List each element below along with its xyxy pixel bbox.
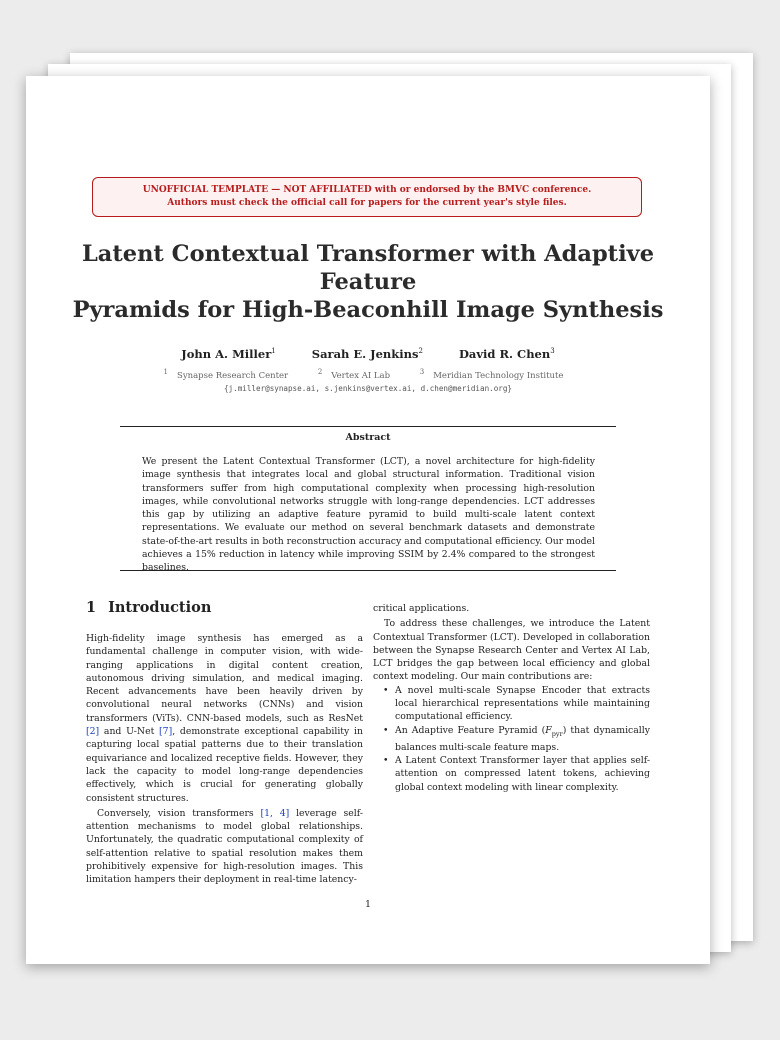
contribution-bullet-2: • An Adaptive Feature Pyramid $(F_{pyr})$ that dynamically balances multi-scale feature maps. (383, 724, 651, 753)
affiliation: $^2$ Vertex AI Lab (317, 368, 391, 381)
affiliation: $^1$ Synapse Research Center (163, 368, 289, 381)
page-number: 1 (364, 899, 372, 910)
math-symbol: F (545, 724, 552, 736)
bullet-icon: • (383, 724, 389, 736)
notice-line-1: UNOFFICIAL TEMPLATE — NOT AFFILIATED with or endorsed by the BMVC conference. (142, 185, 592, 195)
abstract-text: We present the Latent Contextual Transformer (LCT), a novel architecture for high-fidelity image synthesis that integrates local and global structural information. Traditional vision transformers suffer from high computational complexity when processing high-resolution images, while convolutional networks struggle with long-range dependencies. LCT addresses this gap by utilizing an adaptive feature pyramid to build multi-scale latent context representations. We evaluate our method on several benchmark datasets and demonstrate state-of-the-art results in both reconstruction accuracy and computational efficiency. Our model achieves a 15% reduction in latency while improving SSIM by 2.4% compared to the strongest baselines. (142, 456, 595, 574)
paper-page (26, 76, 710, 964)
contribution-bullet-1: • A novel multi-scale Synapse Encoder that extracts local hierarchical representations while maintaining computational efficiency. (383, 684, 650, 723)
left-column (86, 632, 363, 887)
abstract-heading: Abstract (345, 432, 391, 443)
affiliation: $^3$ Meridian Technology Institute (419, 368, 564, 381)
author: John A. Miller$^1$ (181, 347, 276, 361)
unofficial-template-notice (92, 177, 642, 217)
bullet-icon: • (383, 755, 389, 767)
title-line-1: Latent Contextual Transformer with Adaptive (81, 241, 655, 267)
intro-paragraph-2: Conversely, vision transformers [1, 4] leverage self-attention mechanisms to model global relationships. Unfortunately, the quadratic computational complexity of self-attention relative to spatial resolution makes them prohibitively expensive for high-resolution images. This limitation hampers their deployment in real-time latency- (86, 807, 363, 886)
right-column (373, 602, 650, 794)
title-line-2: Feature (319, 269, 417, 295)
section-title: Introduction (108, 599, 212, 616)
author: David R. Chen$^3$ (458, 347, 555, 361)
intro-paragraph-1: High-fidelity image synthesis has emerged as a fundamental challenge in computer vision, with wide-ranging applications in digital content creation, autonomous driving simulation, and medical imaging. Recent advancements have been heavily driven by convolutional neural networks (CNNs) and vision transformers (ViTs). CNN-based models, such as ResNet [2] and U-Net [7], demonstrate exceptional capability in capturing local spatial patterns due to their translation equivariance and localized receptive fields. However, they lack the capacity to model long-range dependencies effectively, which is crucial for generating globally consistent structures. (86, 633, 363, 804)
section-heading (86, 599, 366, 616)
author-emails: {j.miller@synapse.ai, s.jenkins@vertex.ai, d.chen@meridian.org} (223, 384, 513, 393)
abstract-top-rule (120, 426, 616, 427)
citation-link[interactable]: [2] (86, 726, 100, 738)
notice-line-2: Authors must check the official call for papers for the current year's style files. (167, 197, 567, 208)
abstract-bottom-rule (120, 570, 616, 571)
intro-paragraph-3: To address these challenges, we introduce the Latent Contextual Transformer (LCT). Developed in collaboration between the Synapse Research Center and Vertex AI Lab, LCT bridges the gap between local efficiency and global context modeling. Our main contributions are: (373, 618, 650, 683)
citation-link[interactable]: [7] (159, 726, 173, 738)
contribution-bullet-3: • A Latent Context Transformer layer that applies self-attention on compressed latent tokens, achieving global context modeling with linear complexity. (383, 755, 650, 793)
affiliation-list (66, 368, 670, 381)
bullet-icon: • (383, 684, 389, 696)
section-number: 1 (86, 599, 97, 616)
author-list (66, 347, 670, 361)
author: Sarah E. Jenkins$^2$ (311, 347, 423, 361)
paper-title (66, 240, 670, 324)
citation-link[interactable]: [1, 4] (260, 807, 290, 819)
title-line-3: Pyramids for High-Beaconhill Image Synthesis (72, 297, 664, 323)
intro-paragraph-2-continued: critical applications. (373, 603, 470, 614)
